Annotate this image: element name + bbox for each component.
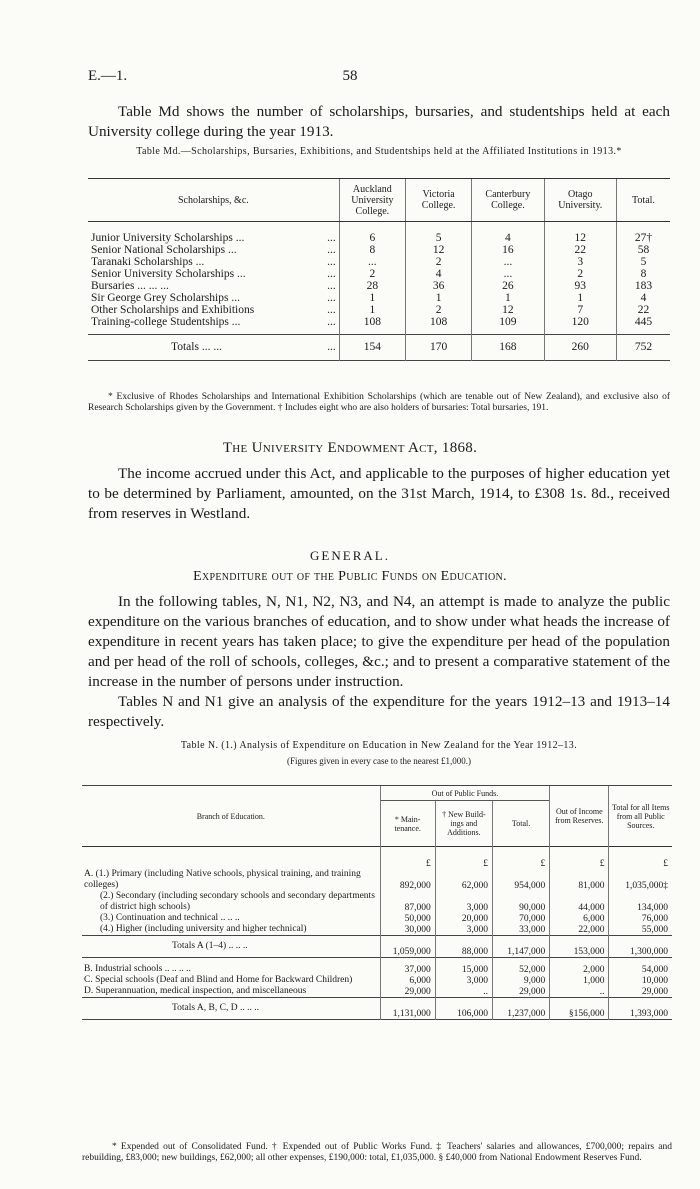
cell: 90,000 bbox=[492, 891, 549, 913]
cell: 183 bbox=[616, 280, 670, 292]
cell: 36 bbox=[405, 280, 471, 292]
cell: 55,000 bbox=[609, 924, 672, 936]
cell: 70,000 bbox=[492, 913, 549, 924]
row-label bbox=[88, 280, 339, 292]
row-label-text: Training-college Studentships ... bbox=[91, 316, 241, 328]
leader-dots: ... bbox=[327, 256, 336, 268]
general-paragraph-1: In the following tables, N, N1, N2, N3, and N4, an attempt is made to analyze the public expenditure on the various branches of education, and to show under what heads the increase of expenditure in recent years has taken place; to give the expenditure per head of the population and per head of the roll of schools, colleges, &c.; and to present a comparative statement of the increase in the number of persons under instruction. bbox=[88, 593, 670, 690]
row-label: A. (1.) Primary (including Native schools, physical training, and training colleges) bbox=[84, 869, 361, 890]
row-label bbox=[88, 334, 339, 360]
row-label bbox=[88, 256, 339, 268]
cell: 29,000 bbox=[380, 986, 435, 998]
cell: 9,000 bbox=[492, 975, 549, 986]
cell: ... bbox=[472, 256, 544, 268]
cell: 1,300,000 bbox=[609, 936, 672, 958]
expenditure-subheading: Expenditure out of the Public Funds on Education. bbox=[193, 569, 507, 584]
cell: 1 bbox=[544, 292, 616, 304]
endowment-paragraph: The income accrued under this Act, and applicable to the purposes of higher education yet to be determined by Parliament, amounted, on the 31st March, 1914, to £308 1s. 8d., received from reserves in Westland. bbox=[88, 465, 670, 522]
cell: 108 bbox=[339, 316, 405, 328]
cell: 445 bbox=[616, 316, 670, 328]
cell: 109 bbox=[472, 316, 544, 328]
cell: 260 bbox=[544, 334, 616, 360]
cell: 3,000 bbox=[435, 891, 492, 913]
cell: 2 bbox=[339, 268, 405, 280]
cell: 6 bbox=[339, 232, 405, 244]
col-header: Total for all Items from all Public Sources. bbox=[609, 786, 672, 847]
cell: 58 bbox=[616, 244, 670, 256]
cell: 37,000 bbox=[380, 964, 435, 975]
cell: 1,393,000 bbox=[609, 997, 672, 1019]
row-label: Totals A (1–4) .. .. .. bbox=[172, 941, 248, 951]
cell: 50,000 bbox=[380, 913, 435, 924]
table-row bbox=[82, 869, 672, 891]
cell: 154 bbox=[339, 334, 405, 360]
totals-row bbox=[88, 334, 670, 360]
cell: 28 bbox=[339, 280, 405, 292]
table-n-subcaption: (Figures given in every case to the nearest £1,000.) bbox=[287, 756, 471, 766]
cell: 4 bbox=[616, 292, 670, 304]
row-label: D. Superannuation, medical inspection, and miscellaneous bbox=[84, 985, 307, 996]
general-heading: GENERAL. bbox=[310, 548, 390, 563]
row-label: (3.) Continuation and technical .. .. .. bbox=[100, 913, 240, 923]
unit-label: £ bbox=[380, 847, 435, 870]
col-header: Auckland University College. bbox=[339, 179, 405, 222]
cell: 170 bbox=[405, 334, 471, 360]
row-label: C. Special schools (Deaf and Blind and Home for Backward Children) bbox=[84, 974, 353, 985]
table-md-caption: Table Md.—Scholarships, Bursaries, Exhibitions, and Studentships held at the Affiliated Institutions in 1913.* bbox=[136, 146, 622, 157]
col-header: Total. bbox=[492, 801, 549, 847]
cell: 1 bbox=[472, 292, 544, 304]
cell: ... bbox=[339, 256, 405, 268]
cell: ... bbox=[472, 268, 544, 280]
page-section-code: E.—1. bbox=[88, 68, 128, 84]
leader-dots: ... bbox=[327, 304, 336, 316]
col-header: Branch of Education. bbox=[196, 811, 265, 821]
cell: 7 bbox=[544, 304, 616, 316]
table-row bbox=[88, 304, 670, 316]
unit-label: £ bbox=[435, 847, 492, 870]
cell: 12 bbox=[472, 304, 544, 316]
cell: 1 bbox=[339, 304, 405, 316]
unit-label: £ bbox=[550, 847, 609, 870]
cell: 20,000 bbox=[435, 913, 492, 924]
intro-paragraph: Table Md shows the number of scholarships, bursaries, and studentships held at each University college during the year 1913. bbox=[88, 103, 670, 140]
leader-dots: ... bbox=[327, 341, 336, 353]
unit-label: £ bbox=[492, 847, 549, 870]
cell: 1 bbox=[405, 292, 471, 304]
cell: 954,000 bbox=[492, 869, 549, 891]
totals-row bbox=[82, 997, 672, 1019]
leader-dots: ... bbox=[327, 232, 336, 244]
row-label bbox=[88, 316, 339, 328]
cell: 27† bbox=[616, 232, 670, 244]
unit-label: £ bbox=[609, 847, 672, 870]
row-label bbox=[88, 304, 339, 316]
table-row bbox=[82, 913, 672, 924]
table-row bbox=[82, 891, 672, 913]
cell: 44,000 bbox=[550, 891, 609, 913]
cell: 5 bbox=[616, 256, 670, 268]
cell: 5 bbox=[405, 232, 471, 244]
cell: 1,237,000 bbox=[492, 997, 549, 1019]
cell: 10,000 bbox=[609, 975, 672, 986]
col-header: Scholarships, &c. bbox=[88, 179, 339, 222]
table-row bbox=[82, 924, 672, 936]
row-label-text: Sir George Grey Scholarships ... bbox=[91, 292, 240, 304]
cell: 30,000 bbox=[380, 924, 435, 936]
table-row bbox=[82, 964, 672, 975]
totals-row bbox=[82, 936, 672, 958]
cell: 93 bbox=[544, 280, 616, 292]
cell: 168 bbox=[472, 334, 544, 360]
cell: 2,000 bbox=[550, 964, 609, 975]
col-header: † New Build-ings and Additions. bbox=[435, 801, 492, 847]
table-row bbox=[88, 316, 670, 328]
cell: 2 bbox=[544, 268, 616, 280]
cell: 106,000 bbox=[435, 997, 492, 1019]
leader-dots: ... bbox=[327, 268, 336, 280]
cell: 3,000 bbox=[435, 924, 492, 936]
cell: 88,000 bbox=[435, 936, 492, 958]
cell: 4 bbox=[405, 268, 471, 280]
row-label-text: Senior University Scholarships ... bbox=[91, 268, 246, 280]
group-header: Out of Public Funds. bbox=[380, 786, 550, 801]
col-header: Canterbury College. bbox=[472, 179, 544, 222]
cell: 87,000 bbox=[380, 891, 435, 913]
row-label: (2.) Secondary (including secondary schools and secondary departments of district high schools) bbox=[100, 891, 375, 912]
cell: 2 bbox=[405, 256, 471, 268]
cell: 3,000 bbox=[435, 975, 492, 986]
col-header: * Main-tenance. bbox=[380, 801, 435, 847]
leader-dots: ... bbox=[327, 244, 336, 256]
row-label: (4.) Higher (including university and higher technical) bbox=[100, 924, 307, 934]
col-header: Otago University. bbox=[544, 179, 616, 222]
cell: §156,000 bbox=[550, 997, 609, 1019]
table-n-caption: Table N. (1.) Analysis of Expenditure on Education in New Zealand for the Year 1912–13. bbox=[180, 740, 578, 751]
table-md-footnote: * Exclusive of Rhodes Scholarships and International Exhibition Scholarships (which are tenable out of New Zealand), and exclusive also of Research Scholarships given by the Government. † Includes eight who are also holders of bursaries: Total bursaries, 191. bbox=[88, 392, 670, 413]
row-label bbox=[88, 292, 339, 304]
table-row bbox=[88, 244, 670, 256]
cell: 108 bbox=[405, 316, 471, 328]
cell: 8 bbox=[339, 244, 405, 256]
cell: 1 bbox=[339, 292, 405, 304]
cell: 15,000 bbox=[435, 964, 492, 975]
leader-dots: ... bbox=[327, 292, 336, 304]
cell: 120 bbox=[544, 316, 616, 328]
cell: 153,000 bbox=[550, 936, 609, 958]
table-row bbox=[88, 292, 670, 304]
row-label-text: Taranaki Scholarships ... bbox=[91, 256, 205, 268]
cell: 1,059,000 bbox=[380, 936, 435, 958]
table-n bbox=[82, 786, 672, 1020]
cell: 6,000 bbox=[550, 913, 609, 924]
cell: 3 bbox=[544, 256, 616, 268]
cell: 752 bbox=[616, 334, 670, 360]
cell: 76,000 bbox=[609, 913, 672, 924]
table-row bbox=[88, 268, 670, 280]
cell: 29,000 bbox=[609, 986, 672, 998]
row-label-text: Other Scholarships and Exhibitions bbox=[91, 304, 255, 316]
cell: 81,000 bbox=[550, 869, 609, 891]
table-row bbox=[88, 256, 670, 268]
cell: 134,000 bbox=[609, 891, 672, 913]
cell: 1,147,000 bbox=[492, 936, 549, 958]
cell: .. bbox=[550, 986, 609, 998]
general-paragraph-2: Tables N and N1 give an analysis of the expenditure for the years 1912–13 and 1913–14 respectively. bbox=[88, 693, 670, 730]
row-label-text: Bursaries ... ... ... bbox=[91, 280, 169, 292]
row-label-text: Junior University Scholarships ... bbox=[91, 232, 245, 244]
row-label-text: Senior National Scholarships ... bbox=[91, 244, 237, 256]
table-row bbox=[82, 975, 672, 986]
cell: 52,000 bbox=[492, 964, 549, 975]
cell: 6,000 bbox=[380, 975, 435, 986]
cell: 12 bbox=[405, 244, 471, 256]
cell: 2 bbox=[405, 304, 471, 316]
col-header: Victoria College. bbox=[405, 179, 471, 222]
cell: 8 bbox=[616, 268, 670, 280]
cell: 1,000 bbox=[550, 975, 609, 986]
cell: 1,035,000‡ bbox=[609, 869, 672, 891]
page-number: 58 bbox=[342, 68, 358, 84]
cell: 26 bbox=[472, 280, 544, 292]
col-header: Total. bbox=[616, 179, 670, 222]
row-label bbox=[88, 232, 339, 244]
cell: 4 bbox=[472, 232, 544, 244]
row-label: Totals A, B, C, D .. .. .. bbox=[172, 1002, 259, 1013]
table-row bbox=[88, 232, 670, 244]
row-label: B. Industrial schools .. .. .. .. bbox=[84, 963, 191, 974]
table-md bbox=[88, 178, 670, 361]
cell: 62,000 bbox=[435, 869, 492, 891]
cell: 22,000 bbox=[550, 924, 609, 936]
cell: 33,000 bbox=[492, 924, 549, 936]
table-row bbox=[82, 986, 672, 998]
table-row bbox=[88, 280, 670, 292]
row-label bbox=[88, 244, 339, 256]
cell: .. bbox=[435, 986, 492, 998]
cell: 29,000 bbox=[492, 986, 549, 998]
leader-dots: ... bbox=[327, 280, 336, 292]
col-header: Out of Income from Reserves. bbox=[550, 786, 609, 847]
leader-dots: ... bbox=[327, 316, 336, 328]
cell: 16 bbox=[472, 244, 544, 256]
cell: 892,000 bbox=[380, 869, 435, 891]
row-label-text: Totals ... ... bbox=[171, 341, 222, 353]
cell: 22 bbox=[616, 304, 670, 316]
row-label bbox=[88, 268, 339, 280]
table-n-footnote: * Expended out of Consolidated Fund. † Expended out of Public Works Fund. ‡ Teachers' salaries and allowances, £700,000; repairs and rebuilding, £83,000; new buildings, £62,000; all other expenses, £190,000: total, £1,035,000. § £40,000 from National Endowment Reserves Fund. bbox=[82, 1142, 672, 1163]
cell: 12 bbox=[544, 232, 616, 244]
cell: 22 bbox=[544, 244, 616, 256]
endowment-heading: The University Endowment Act, 1868. bbox=[222, 440, 478, 456]
cell: 54,000 bbox=[609, 964, 672, 975]
cell: 1,131,000 bbox=[380, 997, 435, 1019]
